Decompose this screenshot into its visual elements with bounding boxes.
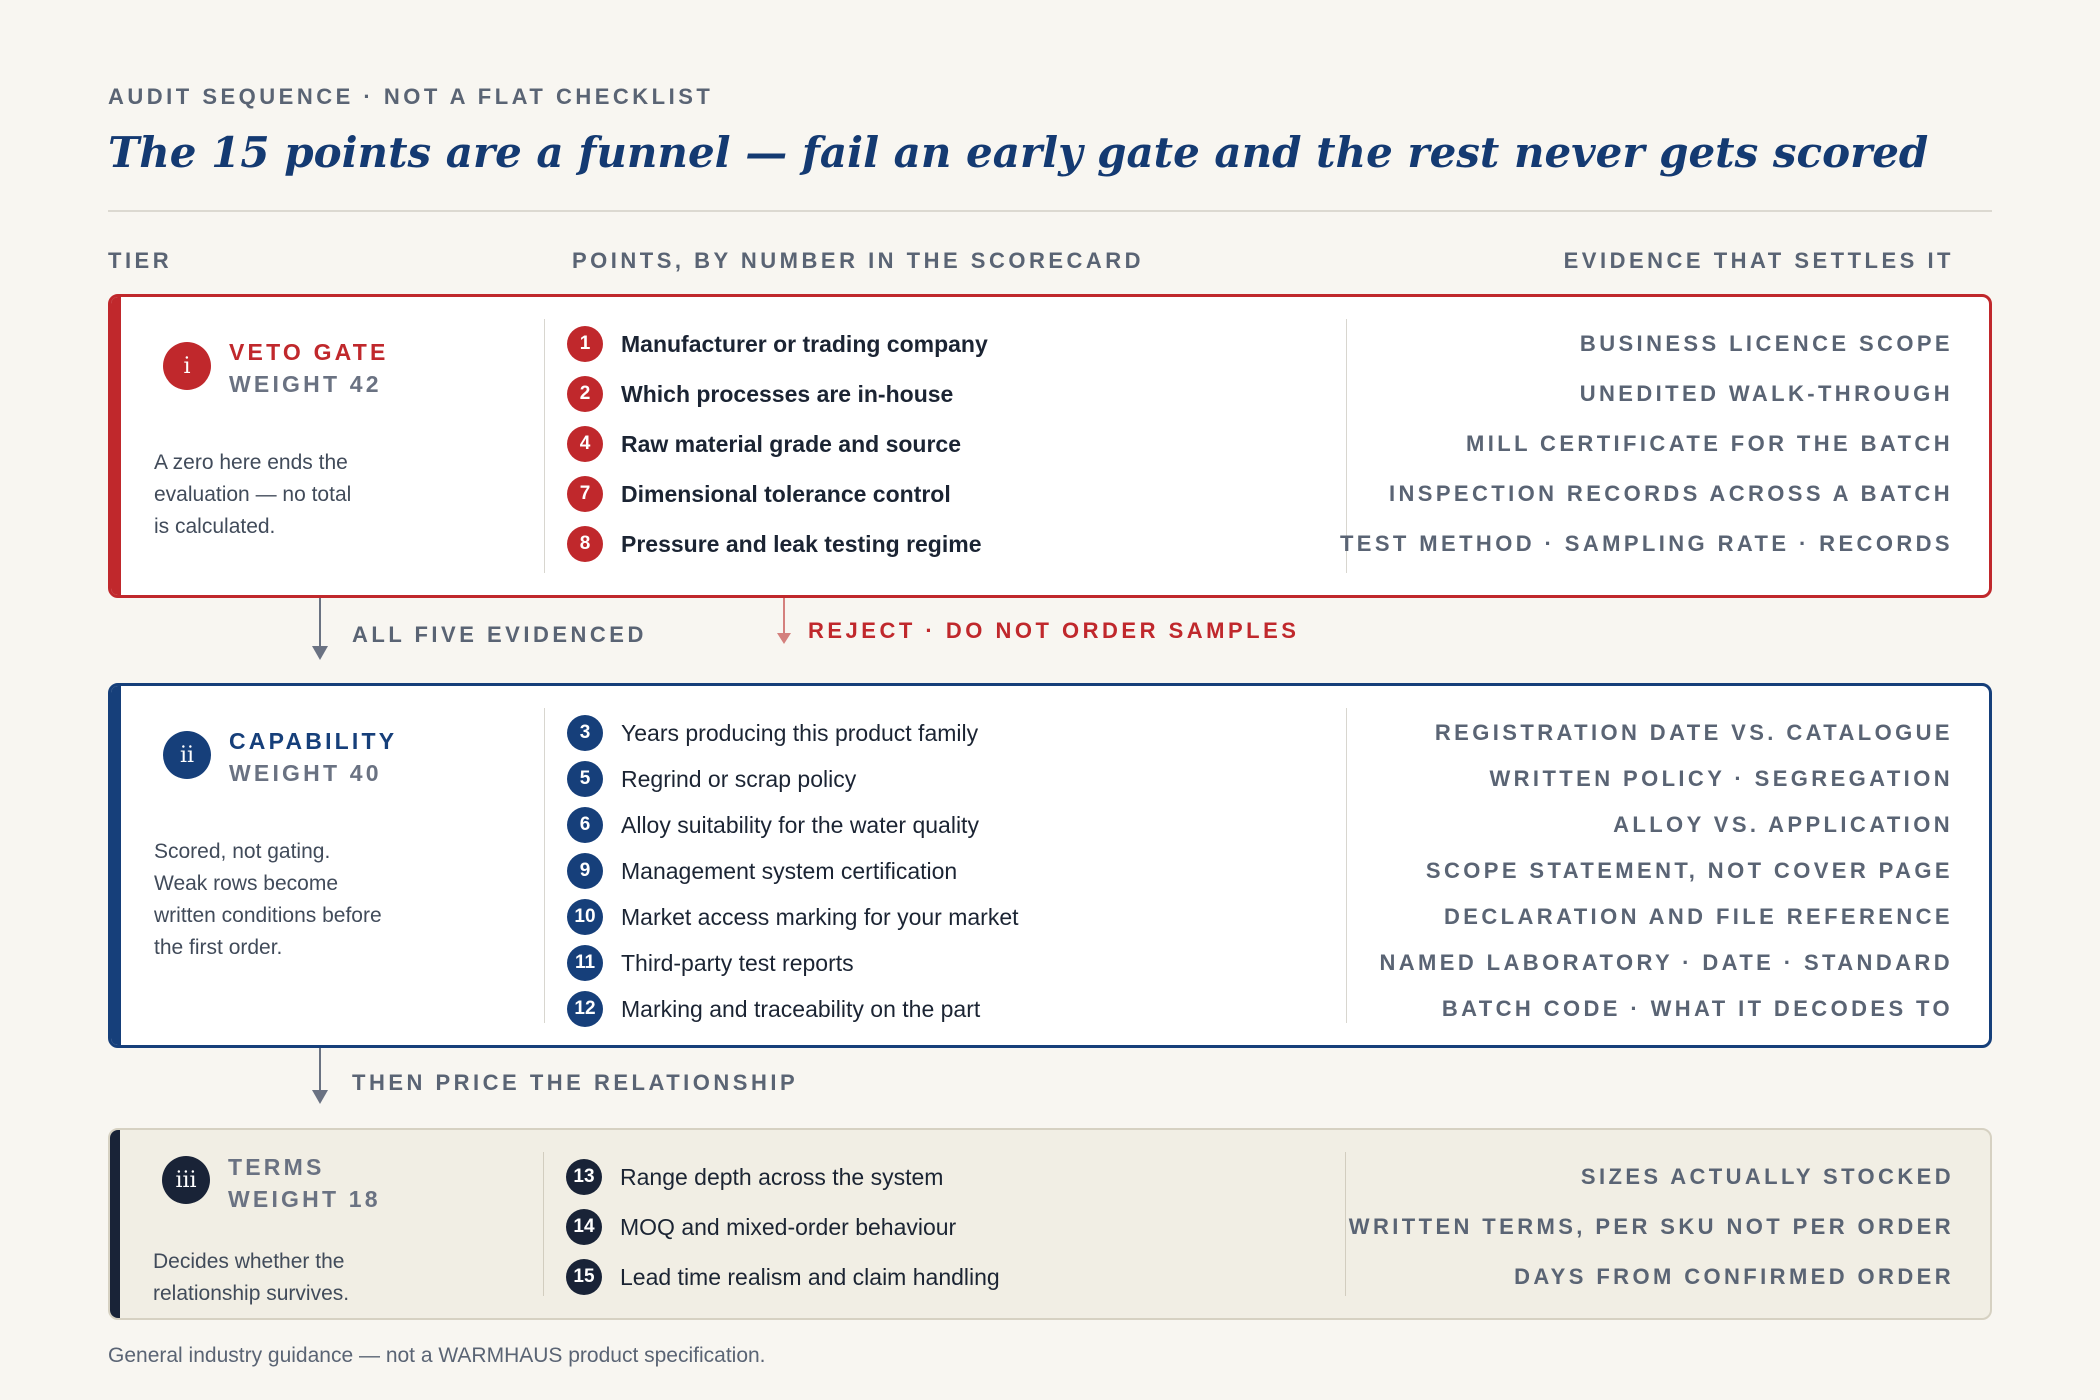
column-divider xyxy=(544,319,545,573)
point-number: 5 xyxy=(567,761,603,797)
point-item xyxy=(567,894,1019,940)
evidence-item: BUSINESS LICENCE SCOPE xyxy=(1579,331,1953,356)
point-text: Marking and traceability on the part xyxy=(621,995,981,1022)
point-number: 15 xyxy=(566,1259,602,1295)
tier-description: A zero here ends the evaluation — no total is calculated. xyxy=(154,451,352,538)
point-number: 4 xyxy=(567,426,603,462)
point-item xyxy=(567,469,988,519)
point-number: 14 xyxy=(566,1209,602,1245)
column-header-tier: TIER xyxy=(108,248,173,273)
reject-arrow-icon xyxy=(774,598,794,644)
point-item xyxy=(567,756,1019,802)
point-number: 8 xyxy=(567,526,603,562)
page-title: The 15 points are a funnel — fail an early gate and the rest never gets scored xyxy=(108,128,1929,177)
tier-capability xyxy=(108,683,1992,1048)
title-divider xyxy=(108,210,1992,212)
point-item xyxy=(567,519,988,569)
point-number: 2 xyxy=(567,376,603,412)
evidence-item: MILL CERTIFICATE FOR THE BATCH xyxy=(1466,431,1953,456)
point-text: Years producing this product family xyxy=(621,719,979,746)
points-list xyxy=(567,710,1019,1032)
tier-terms xyxy=(108,1128,1992,1320)
point-item xyxy=(567,986,1019,1032)
evidence-item: SIZES ACTUALLY STOCKED xyxy=(1580,1164,1954,1189)
column-header-evidence: EVIDENCE THAT SETTLES IT xyxy=(1563,248,1954,273)
footnote: General industry guidance — not a WARMHAUS product specification. xyxy=(108,1344,766,1367)
eyebrow-label: AUDIT SEQUENCE · NOT A FLAT CHECKLIST xyxy=(108,84,714,109)
points-list xyxy=(566,1152,1000,1302)
tier-name: VETO GATE xyxy=(229,339,389,365)
point-number: 9 xyxy=(567,853,603,889)
point-number: 11 xyxy=(567,945,603,981)
evidence-item: TEST METHOD · SAMPLING RATE · RECORDS xyxy=(1339,531,1953,556)
point-text: Management system certification xyxy=(621,857,958,884)
down-arrow-icon xyxy=(310,1048,330,1104)
evidence-list xyxy=(1340,319,1953,569)
evidence-item: UNEDITED WALK-THROUGH xyxy=(1579,381,1953,406)
point-item xyxy=(566,1252,1000,1302)
evidence-item: ALLOY VS. APPLICATION xyxy=(1613,812,1953,837)
evidence-item: DAYS FROM CONFIRMED ORDER xyxy=(1514,1264,1954,1289)
tier-numeral-badge: ii xyxy=(163,731,211,779)
point-text: Third-party test reports xyxy=(621,949,854,976)
evidence-item: NAMED LABORATORY · DATE · STANDARD xyxy=(1379,950,1953,975)
point-item xyxy=(567,940,1019,986)
point-text: Raw material grade and source xyxy=(621,430,962,457)
evidence-item: SCOPE STATEMENT, NOT COVER PAGE xyxy=(1425,858,1953,883)
point-item xyxy=(567,319,988,369)
tier-veto-gate xyxy=(108,294,1992,598)
tier-description: Scored, not gating. Weak rows become written conditions before the first order. xyxy=(154,840,382,959)
evidence-item: BATCH CODE · WHAT IT DECODES TO xyxy=(1441,996,1953,1021)
column-divider xyxy=(543,1152,544,1296)
point-text: Alloy suitability for the water quality xyxy=(621,811,979,838)
point-text: Range depth across the system xyxy=(620,1163,944,1190)
point-number: 7 xyxy=(567,476,603,512)
points-list xyxy=(567,319,988,569)
tier-numeral-badge: iii xyxy=(162,1156,210,1204)
point-number: 12 xyxy=(567,991,603,1027)
column-divider xyxy=(1346,708,1347,1023)
point-item xyxy=(566,1202,1000,1252)
point-item xyxy=(567,369,988,419)
point-item xyxy=(567,710,1019,756)
tier-name: CAPABILITY xyxy=(229,728,398,754)
evidence-item: DECLARATION AND FILE REFERENCE xyxy=(1444,904,1953,929)
point-number: 13 xyxy=(566,1159,602,1195)
point-text: Pressure and leak testing regime xyxy=(621,530,982,557)
point-text: Which processes are in-house xyxy=(621,380,954,407)
down-arrow-icon xyxy=(310,598,330,660)
point-text: Dimensional tolerance control xyxy=(621,480,951,507)
tier-numeral-badge: i xyxy=(163,342,211,390)
tier-weight: WEIGHT 40 xyxy=(229,760,382,786)
column-divider xyxy=(1345,1152,1346,1296)
tier-weight: WEIGHT 18 xyxy=(228,1186,381,1212)
point-text: MOQ and mixed-order behaviour xyxy=(620,1213,957,1240)
evidence-item: WRITTEN TERMS, PER SKU NOT PER ORDER xyxy=(1348,1214,1954,1239)
column-divider xyxy=(544,708,545,1023)
point-item xyxy=(567,802,1019,848)
column-header-points: POINTS, BY NUMBER IN THE SCORECARD xyxy=(572,248,1145,273)
point-number: 10 xyxy=(567,899,603,935)
point-text: Market access marking for your market xyxy=(621,903,1019,930)
tier-weight: WEIGHT 42 xyxy=(229,371,382,397)
flow-label-price: THEN PRICE THE RELATIONSHIP xyxy=(352,1070,799,1095)
point-text: Lead time realism and claim handling xyxy=(620,1263,1000,1290)
tier-name: TERMS xyxy=(228,1154,325,1180)
flow-label-pass: ALL FIVE EVIDENCED xyxy=(352,622,647,647)
evidence-item: INSPECTION RECORDS ACROSS A BATCH xyxy=(1388,481,1953,506)
point-text: Regrind or scrap policy xyxy=(621,765,857,792)
evidence-list xyxy=(1379,710,1953,1032)
evidence-list xyxy=(1349,1152,1954,1302)
flow-label-reject: REJECT · DO NOT ORDER SAMPLES xyxy=(808,618,1300,643)
evidence-item: REGISTRATION DATE VS. CATALOGUE xyxy=(1434,720,1953,745)
point-item xyxy=(566,1152,1000,1202)
point-item xyxy=(567,419,988,469)
point-item xyxy=(567,848,1019,894)
point-text: Manufacturer or trading company xyxy=(621,330,988,357)
point-number: 1 xyxy=(567,326,603,362)
tier-description: Decides whether the relationship survives. xyxy=(153,1250,350,1305)
evidence-item: WRITTEN POLICY · SEGREGATION xyxy=(1489,766,1953,791)
point-number: 3 xyxy=(567,715,603,751)
point-number: 6 xyxy=(567,807,603,843)
